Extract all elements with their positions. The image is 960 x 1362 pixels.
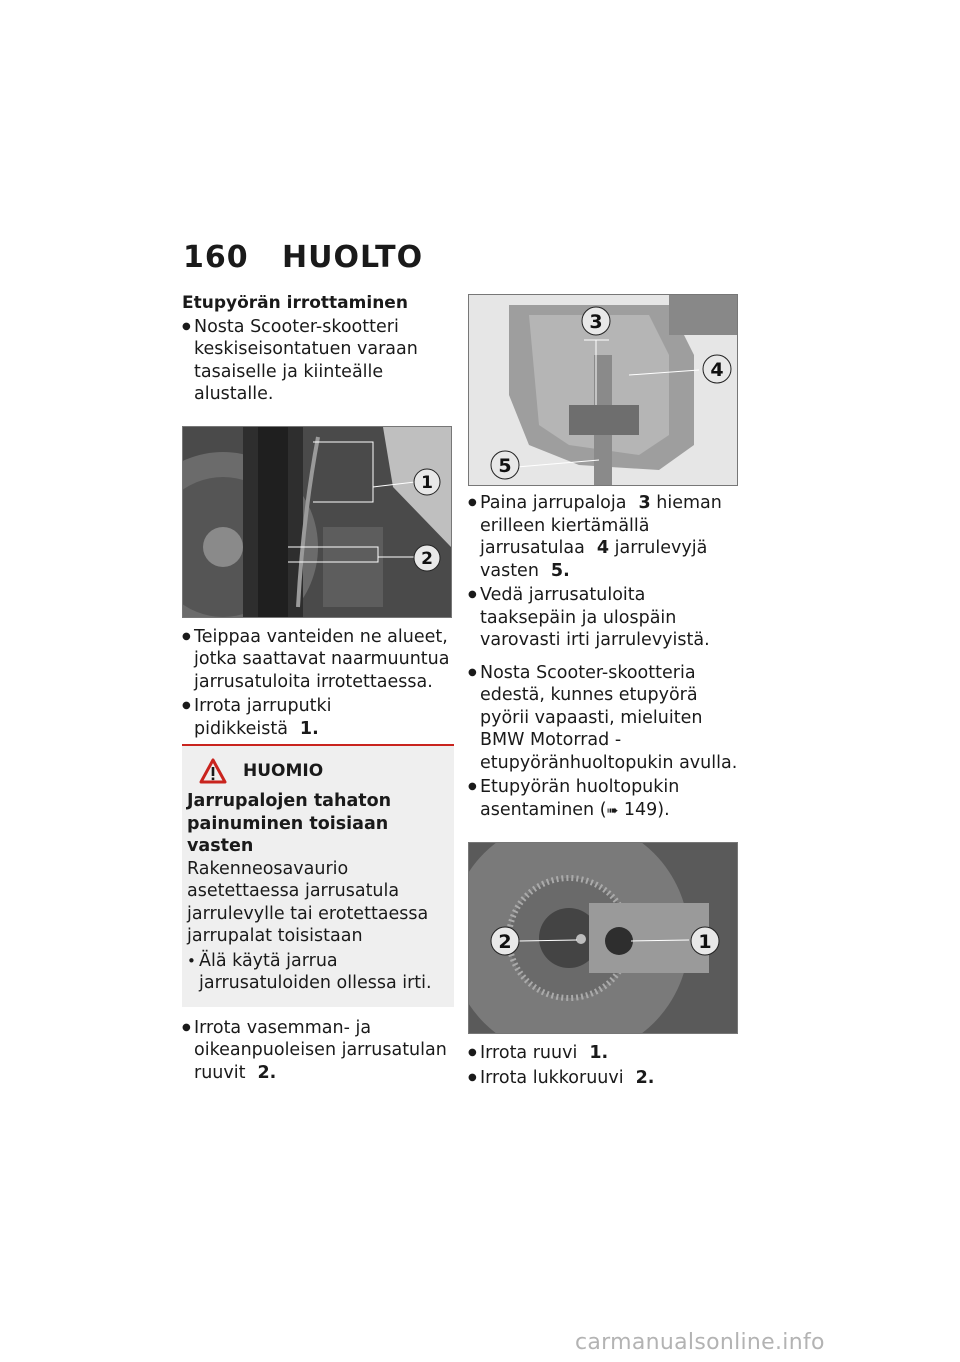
step-remove-screw: ● Irrota ruuvi 1. — [468, 1042, 740, 1065]
figure-label-1: 1 — [421, 472, 433, 493]
step-lift-scooter: ● Nosta Scooter-skootteri keskiseisontatuen varaan tasaiselle ja kiinteälle alustalle. — [182, 316, 454, 406]
watermark: carmanualsonline.info — [575, 1330, 825, 1355]
warning-label: HUOMIO — [243, 760, 324, 781]
figure-label-2b: 2 — [498, 931, 512, 953]
brake-line-figure — [182, 426, 452, 618]
brake-caliper-figure — [468, 294, 738, 486]
step-remove-caliper-screws: ● Irrota vasemman- ja oikeanpuoleisen jarrusatulan ruuvit 2. — [182, 1017, 454, 1085]
step-raise-front: ● Nosta Scooter-skootteria edestä, kunnes etupyörä pyörii vapaasti, mieluiten BMW Motorrad -etupyöränhuoltopukin avulla. — [468, 662, 740, 775]
warning-action: • Älä käytä jarrua jarrusatuloiden ollessa irti. — [187, 950, 446, 995]
warning-triangle-icon — [199, 758, 227, 784]
brake-caliper-illustration — [469, 295, 737, 485]
warning-body: Rakenneosavaurio asetettaessa jarrusatula jarrulevylle tai erotettaessa jarrupalat toisistaan — [187, 858, 429, 946]
figure-label-5: 5 — [498, 455, 512, 477]
left-column — [182, 292, 454, 1086]
axle-illustration — [469, 843, 737, 1033]
figure-label-1b: 1 — [698, 931, 712, 953]
step-pull-calipers: ● Vedä jarrusatuloita taaksepäin ja ulospäin varovasti irti jarrulevyistä. — [468, 584, 740, 652]
warning-box — [182, 744, 454, 1007]
warning-header — [187, 758, 446, 784]
axle-figure — [468, 842, 738, 1034]
figure-label-2: 2 — [421, 548, 433, 569]
step-remove-brake-line: ● Irrota jarruputki pidikkeistä 1. — [182, 695, 454, 740]
figure-label-4: 4 — [710, 359, 724, 381]
step-tape-rims: ● Teippaa vanteiden ne alueet, jotka saattavat naarmuuntua jarrusatuloita irrotettaessa. — [182, 626, 454, 694]
section-heading: Etupyörän irrottaminen — [182, 293, 408, 313]
arrow-reference-icon: ➠ — [606, 802, 619, 819]
step-spread-pads: ● Paina jarrupaloja 3 hieman erilleen kiertämällä jarrusatulaa 4 jarrulevyjä vasten 5. — [468, 492, 740, 582]
brake-line-illustration — [183, 427, 451, 617]
chapter-title: HUOLTO — [282, 240, 424, 275]
right-column — [468, 294, 740, 1091]
figure-label-3: 3 — [589, 311, 603, 333]
warning-title: Jarrupalojen tahaton painuminen toisiaan vasten — [187, 791, 392, 856]
step-stand-reference: ● Etupyörän huoltopukin asentaminen (➠ 149). — [468, 776, 740, 822]
page-number: 160 — [183, 240, 249, 275]
step-remove-lock-screw: ● Irrota lukkoruuvi 2. — [468, 1067, 740, 1090]
